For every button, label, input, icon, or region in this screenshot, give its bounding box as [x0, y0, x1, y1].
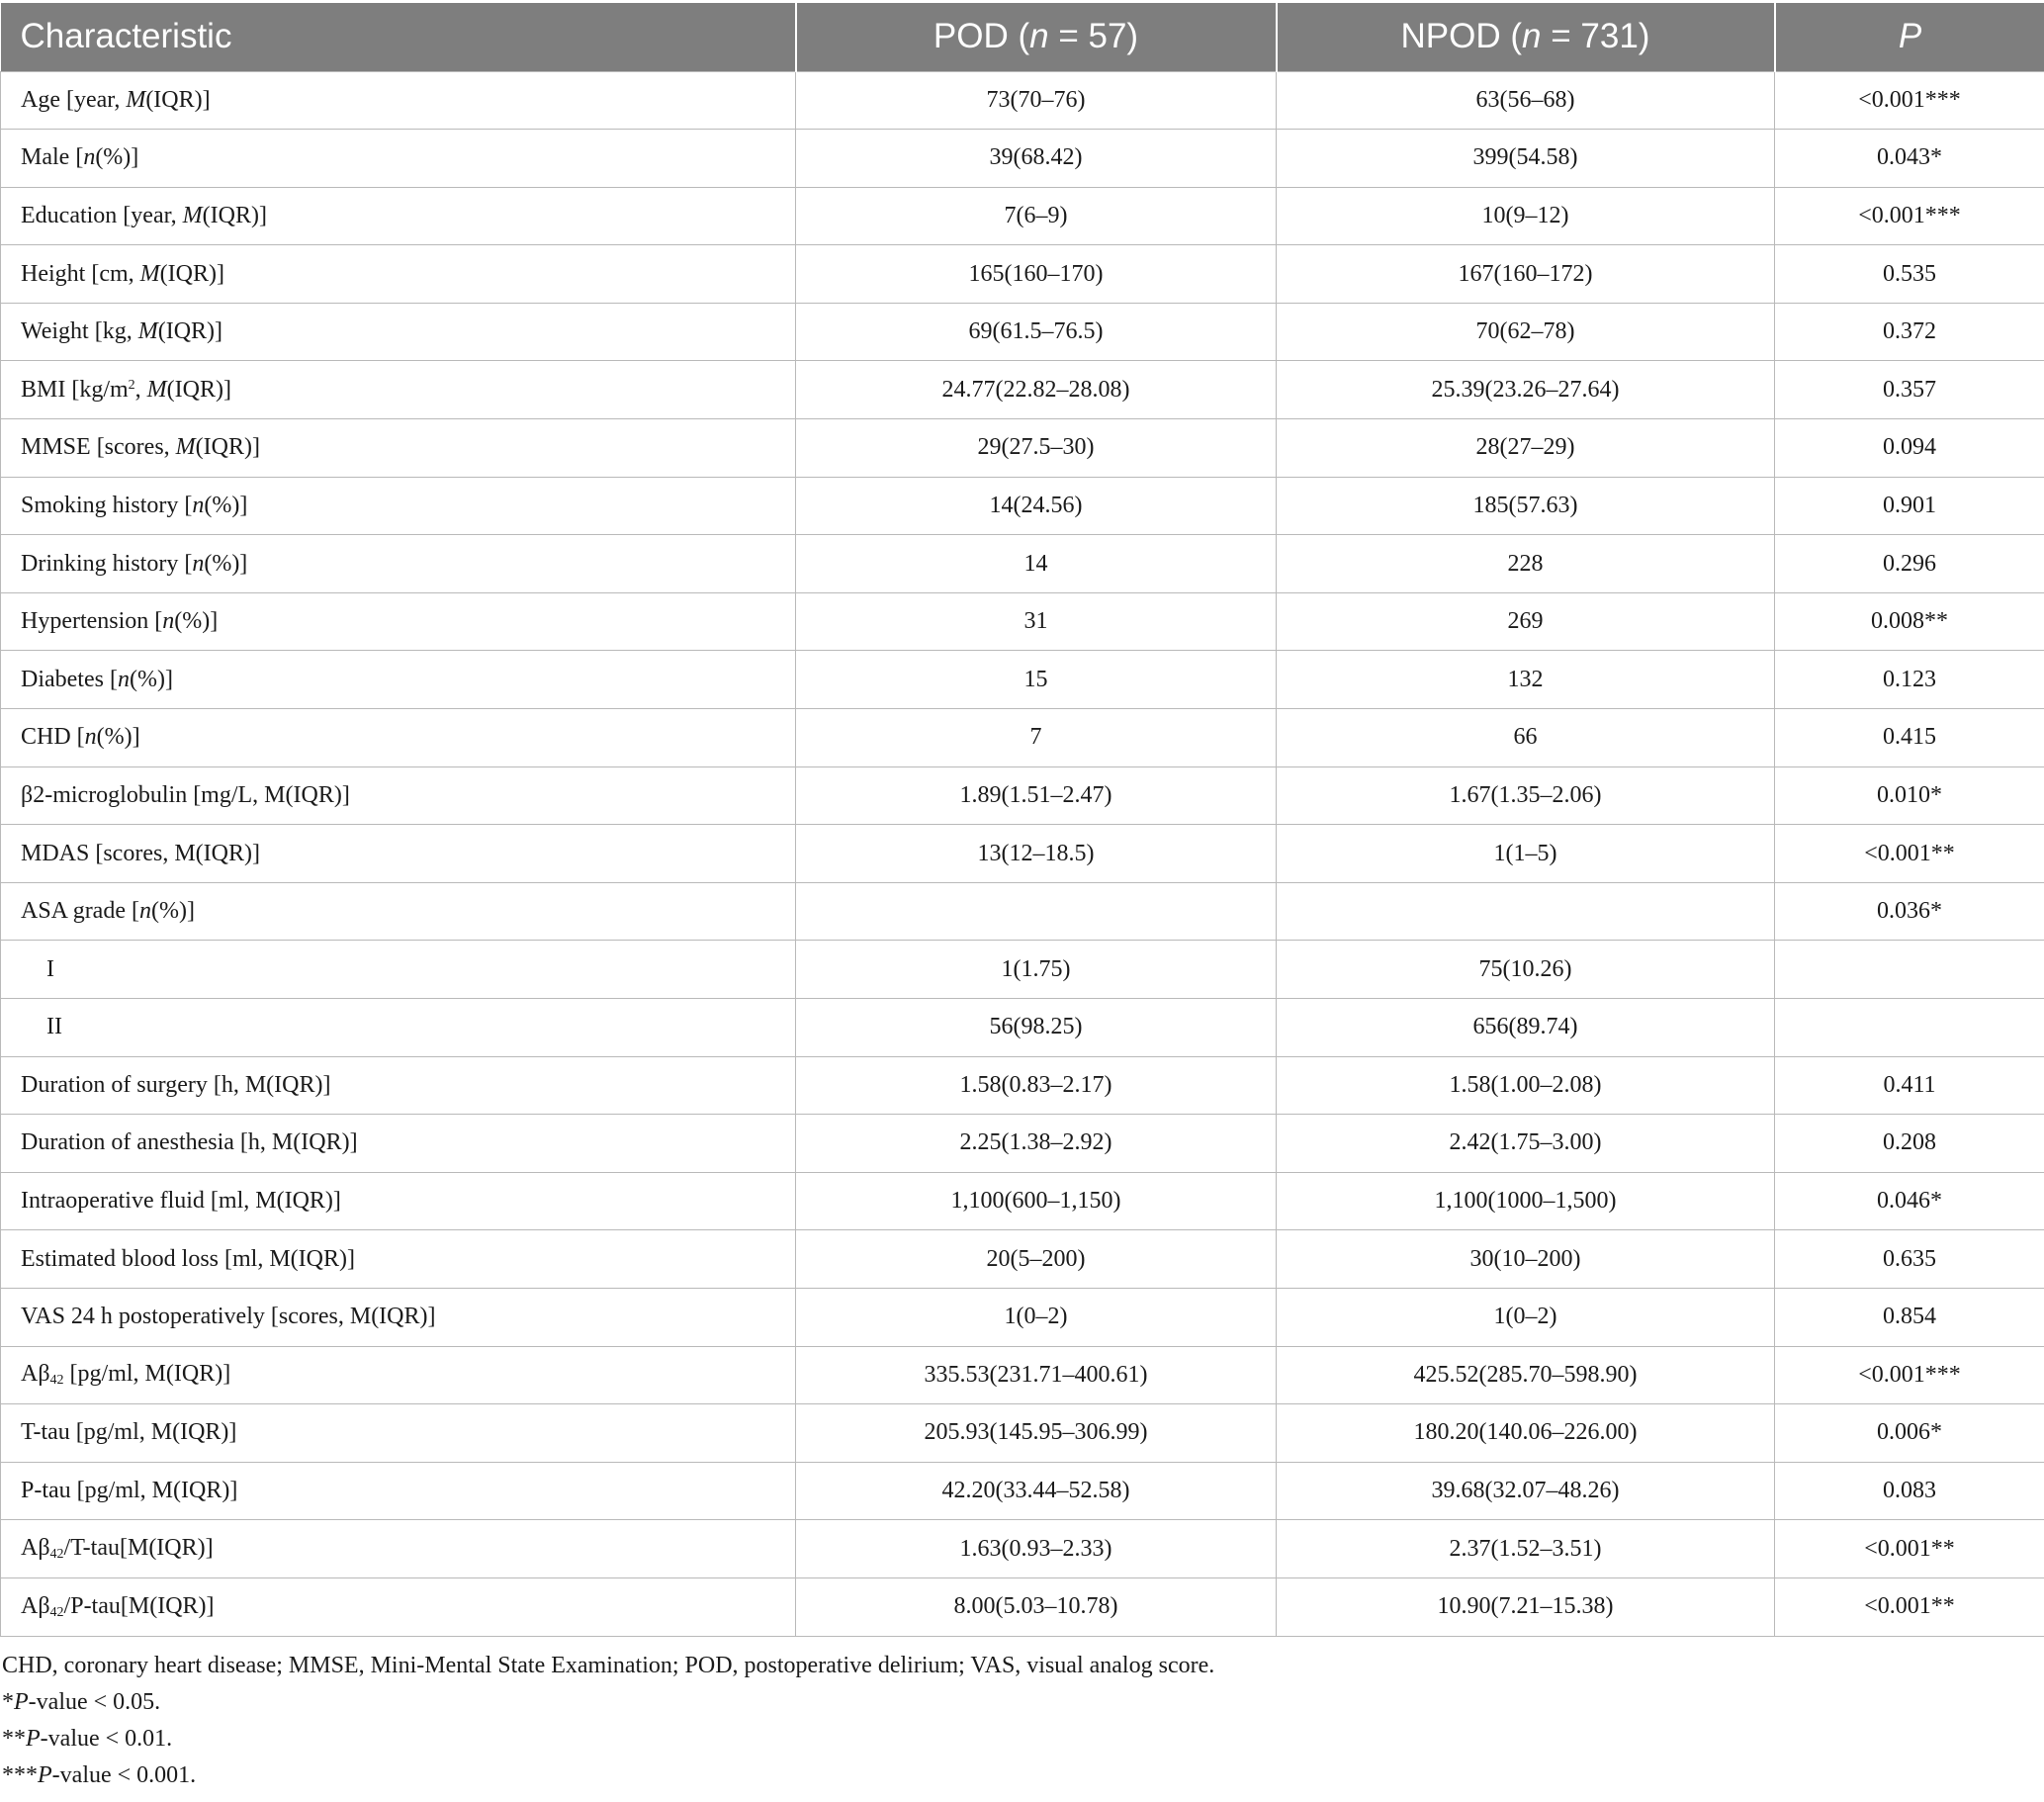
- cell-pod: 69(61.5–76.5): [796, 303, 1277, 361]
- cell-pod: 13(12–18.5): [796, 825, 1277, 883]
- label-segment: Duration of surgery [h, M(IQR)]: [21, 1071, 331, 1098]
- cell-npod: 10.90(7.21–15.38): [1277, 1577, 1775, 1636]
- cell-pod: 1.63(0.93–2.33): [796, 1520, 1277, 1578]
- cell-pod: [796, 882, 1277, 941]
- cell-characteristic: [1, 825, 796, 883]
- label-segment: Age [year,: [21, 86, 127, 113]
- cell-characteristic: [1, 419, 796, 478]
- cell-pod: 1(0–2): [796, 1288, 1277, 1346]
- table-row: [1, 1577, 2044, 1636]
- cell-pod: 205.93(145.95–306.99): [796, 1404, 1277, 1463]
- cell-p-value: 0.046*: [1775, 1172, 2044, 1230]
- cell-characteristic: [1, 1115, 796, 1173]
- cell-npod: 185(57.63): [1277, 477, 1775, 535]
- label-segment: (IQR)]: [202, 202, 267, 228]
- label-segment: Height [cm,: [21, 260, 140, 287]
- table-row: [1, 766, 2044, 825]
- cell-npod: 656(89.74): [1277, 999, 1775, 1057]
- cell-characteristic: [1, 130, 796, 188]
- cell-npod: 1(1–5): [1277, 825, 1775, 883]
- cell-characteristic: [1, 1288, 796, 1346]
- cell-pod: 2.25(1.38–2.92): [796, 1115, 1277, 1173]
- cell-pod: 14: [796, 535, 1277, 593]
- label-segment: 42: [49, 1373, 64, 1389]
- label-segment: n: [192, 492, 205, 518]
- cell-characteristic: [1, 1056, 796, 1115]
- cell-p-value: 0.010*: [1775, 766, 2044, 825]
- footnote-abbreviations: CHD, coronary heart disease; MMSE, Mini-Mental State Examination; POD, postoperative delirium; VAS, visual analog score.: [2, 1653, 1215, 1678]
- cell-npod: 399(54.58): [1277, 130, 1775, 188]
- table-row: [1, 303, 2044, 361]
- label-segment: (%)]: [129, 666, 173, 692]
- table-row: [1, 1346, 2044, 1404]
- header-pod-prefix: POD (: [933, 17, 1030, 56]
- label-segment: (%)]: [204, 492, 248, 518]
- label-segment: n: [83, 144, 96, 171]
- cell-npod: 63(56–68): [1277, 71, 1775, 130]
- footnote-p: P: [26, 1726, 41, 1752]
- label-segment: /P-tau[M(IQR)]: [63, 1592, 215, 1619]
- label-segment: n: [117, 666, 130, 692]
- cell-p-value: <0.001**: [1775, 1520, 2044, 1578]
- label-segment: n: [138, 898, 151, 925]
- header-pod-n: n: [1029, 17, 1049, 56]
- cell-pod: 335.53(231.71–400.61): [796, 1346, 1277, 1404]
- label-segment: T-tau [pg/ml, M(IQR)]: [21, 1419, 237, 1446]
- cell-p-value: 0.901: [1775, 477, 2044, 535]
- header-pod-suffix: = 57): [1048, 17, 1139, 56]
- cell-characteristic: [1, 361, 796, 419]
- table-row: [1, 1230, 2044, 1289]
- table-row: [1, 419, 2044, 478]
- label-segment: II: [46, 1014, 62, 1040]
- cell-pod: 20(5–200): [796, 1230, 1277, 1289]
- cell-p-value: 0.008**: [1775, 592, 2044, 651]
- cell-pod: 29(27.5–30): [796, 419, 1277, 478]
- cell-p-value: 0.635: [1775, 1230, 2044, 1289]
- cell-characteristic: [1, 709, 796, 767]
- label-segment: M: [137, 318, 158, 345]
- cell-npod: 180.20(140.06–226.00): [1277, 1404, 1775, 1463]
- label-segment: MMSE [scores,: [21, 434, 176, 461]
- table-footnotes: [2, 1648, 1214, 1794]
- cell-npod: 1(0–2): [1277, 1288, 1775, 1346]
- cell-pod: 15: [796, 651, 1277, 709]
- cell-pod: 1,100(600–1,150): [796, 1172, 1277, 1230]
- header-characteristic: Characteristic: [1, 3, 796, 71]
- cell-characteristic: [1, 187, 796, 245]
- footnote-text: -value < 0.05.: [28, 1689, 161, 1715]
- footnote-p-0001: [2, 1757, 1214, 1794]
- cell-p-value: <0.001***: [1775, 71, 2044, 130]
- footnote-stars: ***: [2, 1762, 38, 1788]
- label-segment: (%)]: [95, 144, 139, 171]
- table-row: [1, 1288, 2044, 1346]
- label-segment: MDAS [scores, M(IQR)]: [21, 840, 260, 866]
- cell-npod: [1277, 882, 1775, 941]
- label-segment: Weight [kg,: [21, 318, 138, 345]
- label-segment: Drinking history [: [21, 550, 193, 577]
- label-segment: ,: [134, 376, 147, 403]
- cell-p-value: 0.357: [1775, 361, 2044, 419]
- label-segment: Hypertension [: [21, 608, 163, 635]
- label-segment: Aβ: [21, 1592, 50, 1619]
- header-npod-prefix: NPOD (: [1400, 17, 1523, 56]
- footnote-text: -value < 0.01.: [40, 1726, 173, 1752]
- cell-characteristic: [1, 1172, 796, 1230]
- label-segment: M: [175, 434, 196, 461]
- label-segment: 42: [49, 1604, 64, 1620]
- label-segment: VAS 24 h postoperatively [scores, M(IQR)]: [21, 1304, 436, 1330]
- table-row: [1, 825, 2044, 883]
- table-header-row: [1, 3, 2044, 71]
- label-segment: M: [126, 86, 146, 113]
- table-row: [1, 477, 2044, 535]
- label-segment: Aβ: [21, 1535, 50, 1562]
- label-segment: Duration of anesthesia [h, M(IQR)]: [21, 1129, 358, 1156]
- table-row: [1, 1172, 2044, 1230]
- table-row: [1, 1056, 2044, 1115]
- cell-characteristic: [1, 592, 796, 651]
- label-segment: Estimated blood loss [ml, M(IQR)]: [21, 1245, 355, 1272]
- cell-pod: 1.58(0.83–2.17): [796, 1056, 1277, 1115]
- table-row: [1, 1115, 2044, 1173]
- cell-p-value: 0.123: [1775, 651, 2044, 709]
- cell-npod: 228: [1277, 535, 1775, 593]
- cell-p-value: 0.036*: [1775, 882, 2044, 941]
- label-segment: 42: [49, 1547, 64, 1563]
- label-segment: (IQR)]: [166, 376, 231, 403]
- cell-npod: 75(10.26): [1277, 941, 1775, 999]
- cell-p-value: 0.411: [1775, 1056, 2044, 1115]
- label-segment: Aβ: [21, 1361, 50, 1388]
- table-row: [1, 535, 2044, 593]
- cell-characteristic: [1, 882, 796, 941]
- cell-p-value: <0.001**: [1775, 825, 2044, 883]
- table-row: [1, 882, 2044, 941]
- label-segment: (IQR)]: [145, 86, 211, 113]
- table-row: [1, 245, 2044, 304]
- label-segment: (%)]: [150, 898, 195, 925]
- label-segment: (IQR)]: [159, 260, 224, 287]
- footnote-p: P: [38, 1762, 52, 1788]
- cell-characteristic: [1, 1230, 796, 1289]
- cell-characteristic: [1, 1577, 796, 1636]
- footnote-stars: **: [2, 1726, 26, 1752]
- table-row: [1, 1462, 2044, 1520]
- cell-pod: 7(6–9): [796, 187, 1277, 245]
- cell-npod: 25.39(23.26–27.64): [1277, 361, 1775, 419]
- cell-characteristic: [1, 303, 796, 361]
- cell-npod: 167(160–172): [1277, 245, 1775, 304]
- label-segment: n: [192, 550, 205, 577]
- label-segment: Intraoperative fluid [ml, M(IQR)]: [21, 1188, 341, 1215]
- cell-npod: 425.52(285.70–598.90): [1277, 1346, 1775, 1404]
- header-npod-suffix: = 731): [1541, 17, 1650, 56]
- table-row: [1, 651, 2044, 709]
- label-segment: β2-microglobulin [mg/L, M(IQR)]: [21, 781, 350, 808]
- characteristics-table: [0, 3, 2044, 1637]
- table-row: [1, 187, 2044, 245]
- cell-npod: 1.67(1.35–2.06): [1277, 766, 1775, 825]
- label-segment: M: [146, 376, 167, 403]
- label-segment: CHD [: [21, 724, 85, 751]
- table-row: [1, 1404, 2044, 1463]
- cell-pod: 56(98.25): [796, 999, 1277, 1057]
- table-row: [1, 941, 2044, 999]
- footnote-p: P: [14, 1689, 29, 1715]
- cell-characteristic: [1, 1404, 796, 1463]
- cell-pod: 165(160–170): [796, 245, 1277, 304]
- cell-p-value: 0.854: [1775, 1288, 2044, 1346]
- cell-pod: 8.00(5.03–10.78): [796, 1577, 1277, 1636]
- cell-pod: 42.20(33.44–52.58): [796, 1462, 1277, 1520]
- header-pod: [796, 3, 1277, 71]
- label-segment: (%)]: [96, 724, 140, 751]
- label-segment: P-tau [pg/ml, M(IQR)]: [21, 1478, 238, 1504]
- cell-pod: 31: [796, 592, 1277, 651]
- cell-npod: 2.37(1.52–3.51): [1277, 1520, 1775, 1578]
- cell-pod: 73(70–76): [796, 71, 1277, 130]
- table-row: [1, 592, 2044, 651]
- cell-pod: 39(68.42): [796, 130, 1277, 188]
- label-segment: (%)]: [174, 608, 219, 635]
- cell-characteristic: [1, 1520, 796, 1578]
- cell-characteristic: [1, 535, 796, 593]
- label-segment: n: [84, 724, 97, 751]
- cell-pod: 7: [796, 709, 1277, 767]
- cell-npod: 66: [1277, 709, 1775, 767]
- cell-characteristic: [1, 1462, 796, 1520]
- cell-characteristic: [1, 1346, 796, 1404]
- label-segment: (IQR)]: [195, 434, 260, 461]
- cell-characteristic: [1, 651, 796, 709]
- cell-p-value: 0.415: [1775, 709, 2044, 767]
- cell-p-value: 0.535: [1775, 245, 2044, 304]
- cell-p-value: 0.006*: [1775, 1404, 2044, 1463]
- cell-npod: 70(62–78): [1277, 303, 1775, 361]
- table-row: [1, 71, 2044, 130]
- cell-npod: 269: [1277, 592, 1775, 651]
- cell-p-value: [1775, 999, 2044, 1057]
- footnote-p-005: [2, 1684, 1214, 1721]
- table-row: [1, 1520, 2044, 1578]
- header-p-value: [1775, 3, 2044, 71]
- cell-p-value: <0.001**: [1775, 1577, 2044, 1636]
- header-npod-n: n: [1522, 17, 1542, 56]
- table-row: [1, 361, 2044, 419]
- cell-pod: 1.89(1.51–2.47): [796, 766, 1277, 825]
- label-segment: [pg/ml, M(IQR)]: [63, 1361, 231, 1388]
- table-body: [1, 71, 2044, 1636]
- footnote-stars: *: [2, 1689, 14, 1715]
- cell-npod: 1.58(1.00–2.08): [1277, 1056, 1775, 1115]
- label-segment: Education [year,: [21, 202, 183, 228]
- cell-p-value: <0.001***: [1775, 187, 2044, 245]
- cell-characteristic: [1, 477, 796, 535]
- table-row: [1, 709, 2044, 767]
- table-row: [1, 130, 2044, 188]
- cell-p-value: 0.083: [1775, 1462, 2044, 1520]
- cell-p-value: [1775, 941, 2044, 999]
- cell-characteristic: [1, 941, 796, 999]
- cell-npod: 30(10–200): [1277, 1230, 1775, 1289]
- cell-npod: 28(27–29): [1277, 419, 1775, 478]
- cell-p-value: 0.043*: [1775, 130, 2044, 188]
- label-segment: I: [46, 955, 54, 982]
- label-segment: Smoking history [: [21, 492, 193, 518]
- cell-pod: 24.77(22.82–28.08): [796, 361, 1277, 419]
- table-container: [0, 3, 2044, 1637]
- label-segment: /T-tau[M(IQR)]: [63, 1535, 214, 1562]
- cell-characteristic: [1, 245, 796, 304]
- cell-characteristic: [1, 71, 796, 130]
- cell-pod: 14(24.56): [796, 477, 1277, 535]
- cell-p-value: 0.094: [1775, 419, 2044, 478]
- cell-npod: 2.42(1.75–3.00): [1277, 1115, 1775, 1173]
- cell-p-value: <0.001***: [1775, 1346, 2044, 1404]
- header-p-label: P: [1898, 17, 1922, 56]
- label-segment: M: [182, 202, 203, 228]
- cell-npod: 1,100(1000–1,500): [1277, 1172, 1775, 1230]
- cell-pod: 1(1.75): [796, 941, 1277, 999]
- cell-p-value: 0.208: [1775, 1115, 2044, 1173]
- label-segment: (IQR)]: [157, 318, 223, 345]
- label-segment: ASA grade [: [21, 898, 139, 925]
- label-segment: BMI [kg/m: [21, 376, 129, 403]
- label-segment: Diabetes [: [21, 666, 118, 692]
- label-segment: n: [162, 608, 175, 635]
- cell-npod: 39.68(32.07–48.26): [1277, 1462, 1775, 1520]
- cell-characteristic: [1, 766, 796, 825]
- cell-characteristic: [1, 999, 796, 1057]
- cell-p-value: 0.296: [1775, 535, 2044, 593]
- label-segment: M: [139, 260, 160, 287]
- table-row: [1, 999, 2044, 1057]
- footnote-text: -value < 0.001.: [51, 1762, 197, 1788]
- label-segment: (%)]: [204, 550, 248, 577]
- cell-npod: 10(9–12): [1277, 187, 1775, 245]
- footnote-p-001: [2, 1721, 1214, 1757]
- header-npod: [1277, 3, 1775, 71]
- label-segment: 2: [128, 377, 135, 393]
- cell-npod: 132: [1277, 651, 1775, 709]
- label-segment: Male [: [21, 144, 84, 171]
- cell-p-value: 0.372: [1775, 303, 2044, 361]
